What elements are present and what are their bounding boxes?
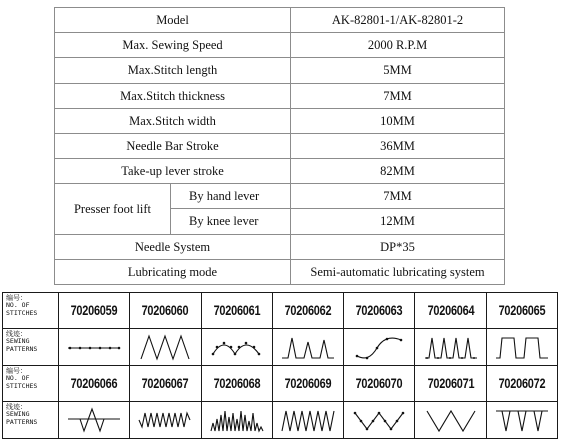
pattern-label-en: SEWING [6,337,30,345]
spec-value: 2000 R.P.M [291,33,505,58]
sewing-pattern-label [3,329,59,366]
square-wave-stitch-icon [492,332,552,362]
stitch-number-cell [272,293,343,329]
spec-label: Take-up lever stroke [55,159,291,184]
sewing-pattern-label [3,402,59,439]
pattern-label-en: PATTERNS [6,417,38,426]
stitch-label-cn: 编号： [6,367,27,375]
scallop-stitch-icon [207,332,267,362]
stitch-number: 70206062 [284,301,332,318]
spec-row [55,259,505,284]
stitch-number-cell [272,366,343,402]
specification-table [54,7,505,285]
stitch-number-label [3,293,59,329]
spec-value: Semi-automatic lubricating system [291,259,505,284]
stitch-number-cell [486,366,557,402]
spec-value: 5MM [291,58,505,83]
pattern-cell [486,402,557,439]
stitch-number: 70206067 [142,374,189,391]
hand-lever-label: By hand lever [171,184,291,209]
stitch-number: 70206071 [427,374,474,391]
stitch-number-cell [344,293,415,329]
spec-value: 82MM [291,159,505,184]
pattern-cell [59,329,130,366]
spec-label: Max. Sewing Speed [55,33,291,58]
stitch-label-en: NO. OF [6,374,30,382]
stitch-number-cell [59,293,130,329]
spec-label: Max.Stitch thickness [55,83,291,108]
stitch-number-label [3,366,59,402]
spec-value: DP*35 [291,234,505,259]
s-curve-stitch-icon [349,332,409,362]
stitch-number-cell [415,366,486,402]
sewing-pattern-row [3,402,558,439]
bar-tack-stitch-icon [492,405,552,435]
spec-value: 36MM [291,133,505,158]
stitch-number: 70206065 [498,301,546,318]
stitch-label-en: STITCHES [6,381,38,390]
spec-label: Lubricating mode [55,259,291,284]
straight-dotted-stitch-icon [64,332,124,362]
pattern-cell [201,329,272,366]
star-stitch-icon [64,405,124,435]
pattern-cell [130,329,201,366]
stitch-number-cell [201,293,272,329]
stitch-number-cell [59,366,130,402]
spec-row [55,108,505,133]
spec-row [55,58,505,83]
stitch-number-cell [201,366,272,402]
stitch-number-row [3,293,558,329]
pattern-label-en: SEWING [6,410,30,418]
stitch-number: 70206061 [213,301,261,318]
stitch-number: 70206072 [498,374,546,391]
pattern-cell [415,329,486,366]
stitch-label-en: NO. OF [6,301,30,309]
spec-row [55,159,505,184]
stitch-number: 70206069 [284,374,332,391]
spec-label: Max.Stitch width [55,108,291,133]
pattern-label-cn: 线迹： [6,330,27,338]
stitch-number: 70206060 [142,301,189,318]
stitch-number-cell [486,293,557,329]
sewing-pattern-row [3,329,558,366]
spec-row [55,234,505,259]
pattern-cell [201,402,272,439]
stitch-number: 70206070 [355,374,403,391]
spec-label: Needle System [55,234,291,259]
spec-value: 10MM [291,108,505,133]
stitch-number: 70206068 [213,374,261,391]
stitch-number-cell [130,366,201,402]
pattern-cell [59,402,130,439]
pattern-cell [272,329,343,366]
pattern-label-en: PATTERNS [6,344,38,353]
spec-row [55,33,505,58]
presser-foot-lift-label: Presser foot lift [55,184,171,234]
stitch-number-cell [130,293,201,329]
arch-blind-stitch-icon [421,332,481,362]
pattern-cell [344,329,415,366]
pattern-cell [130,402,201,439]
dense-satin-stitch-icon [207,405,267,435]
pattern-cell [486,329,557,366]
pattern-cell [415,402,486,439]
spec-value: 7MM [291,83,505,108]
spec-value: AK-82801-1/AK-82801-2 [291,8,505,33]
zigzag-stitch-icon [135,332,195,362]
stitch-pattern-table [2,292,558,439]
stitch-number-row [3,366,558,402]
spec-row [55,133,505,158]
stitch-number-cell [344,366,415,402]
blind-hem-stitch-icon [278,332,338,362]
dotted-zigzag-stitch-icon [349,405,409,435]
spec-row [55,83,505,108]
stitch-number: 70206059 [70,301,118,318]
stitch-label-en: STITCHES [6,308,38,317]
pattern-label-cn: 线迹： [6,403,27,411]
knee-lever-value: 12MM [291,209,505,234]
spec-label: Needle Bar Stroke [55,133,291,158]
stitch-number-cell [415,293,486,329]
pattern-cell [344,402,415,439]
stitch-label-cn: 编号： [6,294,27,302]
spec-row [55,8,505,33]
spec-label: Model [55,8,291,33]
spec-label: Max.Stitch length [55,58,291,83]
spec-row [55,184,505,209]
fine-zigzag-stitch-icon [135,405,195,435]
stitch-number: 70206064 [427,301,474,318]
w-stitch-icon [421,405,481,435]
stitch-number: 70206063 [355,301,403,318]
triple-zigzag-stitch-icon [278,405,338,435]
hand-lever-value: 7MM [291,184,505,209]
stitch-number: 70206066 [70,374,118,391]
knee-lever-label: By knee lever [171,209,291,234]
pattern-cell [272,402,343,439]
